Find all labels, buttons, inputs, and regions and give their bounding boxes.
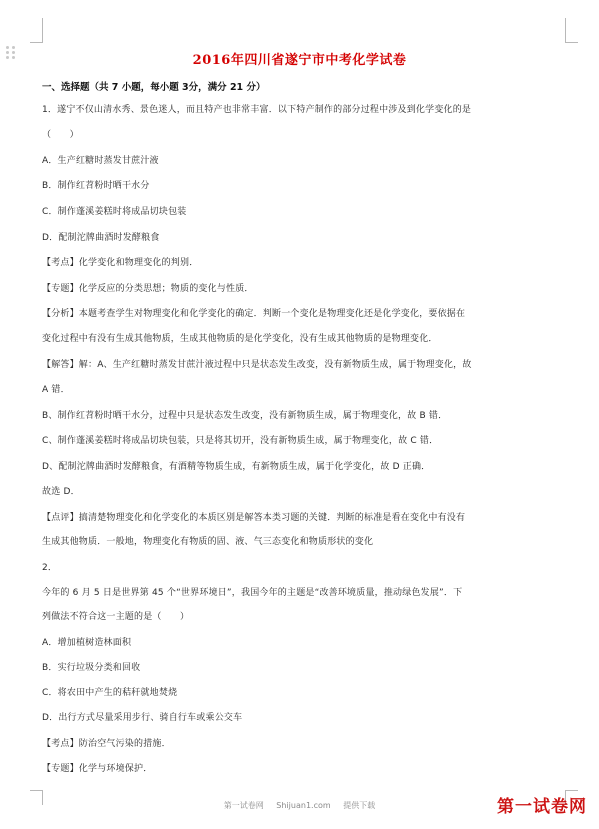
text-line: D．配制沱牌曲酒时发酵粮食: [42, 233, 160, 243]
section-heading: 一、选择题（共 7 小题，每小题 3分，满分 21 分）: [42, 82, 266, 93]
text-line: A 错．: [42, 385, 70, 395]
text-line: 【考点】防治空气污染的措施．: [42, 739, 171, 749]
text-line: C．将农田中产生的秸秆就地焚烧: [42, 688, 178, 698]
text-line: C．制作蓬溪姜糕时将成品切块包装: [42, 207, 187, 217]
text-line: 【解答】解：A、生产红糖时蒸发甘蔗汁液过程中只是状态发生改变，没有新物质生成，属于物理变化，故: [42, 360, 472, 370]
text-line: 【点评】搞清楚物理变化和化学变化的本质区别是解答本类习题的关键．判断的标准是看在变化中有没有: [42, 513, 466, 523]
text-line: B、制作红苕粉时晒干水分，过程中只是状态发生改变，没有新物质生成，属于物理变化，故 B 错．: [42, 411, 448, 421]
document-title: 2016年四川省遂宁市中考化学试卷: [192, 53, 407, 68]
text-line: D．出行方式尽量采用步行、骑自行车或乘公交车: [42, 713, 243, 723]
text-line: B．实行垃圾分类和回收: [42, 663, 141, 673]
page-footer: 第一试卷网 Shijuan1.com 提供下载: [223, 801, 376, 810]
text-line: 今年的 6 月 5 日是世界第 45 个“世界环境日”，我国今年的主题是“改善环境质量，推动绿色发展”．下: [42, 588, 463, 598]
text-line: A．增加植树造林面积: [42, 638, 132, 648]
text-line: 列做法不符合这一主题的是（ ）: [42, 612, 190, 622]
text-line: 【专题】化学与环境保护．: [42, 764, 153, 774]
text-line: 【分析】本题考查学生对物理变化和化学变化的确定．判断一个变化是物理变化还是化学变化，要依据在: [42, 309, 466, 319]
crop-mark-top-right: [565, 18, 578, 43]
text-line: 1．遂宁不仅山清水秀、景色迷人，而且特产也非常丰富．以下特产制作的部分过程中涉及到化学变化的是: [42, 105, 472, 115]
text-line: C、制作蓬溪姜糕时将成品切块包装，只是将其切开，没有新物质生成，属于物理变化，故 C 错．: [42, 436, 439, 446]
text-line: 2．: [42, 563, 58, 573]
text-line: 【考点】化学变化和物理变化的判别．: [42, 258, 199, 268]
text-line: 【专题】化学反应的分类思想；物质的变化与性质．: [42, 284, 254, 294]
text-line: A．生产红糖时蒸发甘蔗汁液: [42, 156, 159, 166]
text-line: D、配制沱牌曲酒时发酵粮食，有酒精等物质生成，有新物质生成，属于化学变化，故 D 正确．: [42, 462, 431, 472]
text-line: 故选 D．: [42, 487, 80, 497]
text-line: 生成其他物质．一般地，物理变化有物质的固、液、气三态变化和物质形状的变化: [42, 537, 374, 547]
text-line: 变化过程中有没有生成其他物质，生成其他物质的是化学变化，没有生成其他物质的是物理变化．: [42, 334, 438, 344]
text-line: B．制作红苕粉时晒干水分: [42, 181, 150, 191]
text-line: （ ）: [42, 130, 79, 140]
brand-logo: 第一试卷网: [497, 797, 587, 817]
crop-mark-top-left: [30, 18, 43, 43]
